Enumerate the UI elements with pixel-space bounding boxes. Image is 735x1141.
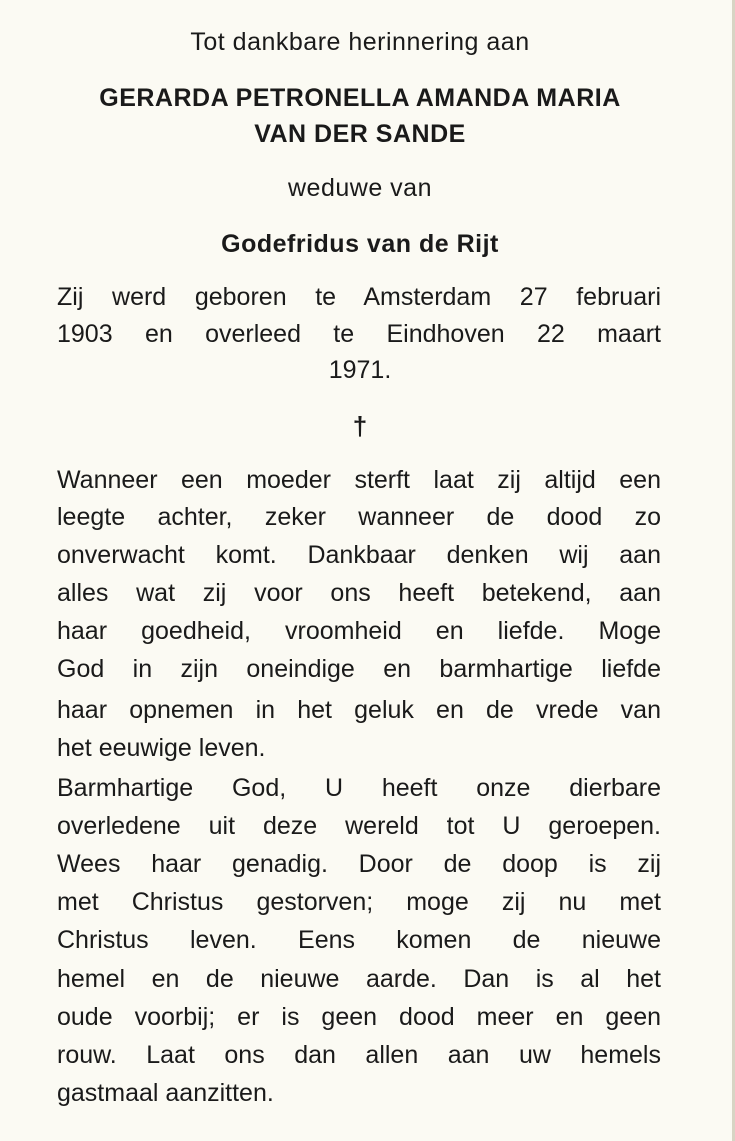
paragraph2-line: Wees haar genadig. Door de doop is zij (57, 850, 661, 878)
paragraph1-line: onverwacht komt. Dankbaar denken wij aan (57, 541, 661, 569)
paragraph2-line: Barmhartige God, U heeft onze dierbare (57, 774, 661, 802)
paragraph1-line: Wanneer een moeder sterft laat zij altijd een (57, 466, 661, 494)
paragraph1-line: haar goedheid, vroomheid en liefde. Moge (57, 617, 661, 645)
widow-of-text: weduwe van (288, 174, 432, 202)
paragraph1-line: haar opnemen in het geluk en de vrede van (57, 696, 661, 724)
paragraph2-line: met Christus gestorven; moge zij nu met (57, 888, 661, 916)
paragraph2-line: Christus leven. Eens komen de nieuwe (57, 926, 661, 954)
paragraph2-line: overledene uit deze wereld tot U geroepen. (57, 812, 661, 840)
birth-death-line1: Zij werd geboren te Amsterdam 27 februari (57, 283, 661, 311)
cross-icon: † (352, 411, 368, 441)
intro-text: Tot dankbare herinnering aan (190, 28, 530, 56)
paragraph1-line: leegte achter, zeker wanneer de dood zo (57, 503, 661, 531)
paragraph2-line: hemel en de nieuwe aarde. Dan is al het (57, 965, 661, 993)
husband-name: Godefridus van de Rijt (221, 230, 499, 258)
paragraph2-line: rouw. Laat ons dan allen aan uw hemels (57, 1041, 661, 1069)
deceased-name-line2: VAN DER SANDE (254, 120, 466, 148)
paragraph2-line: oude voorbij; er is geen dood meer en geen (57, 1003, 661, 1031)
paragraph1-line: God in zijn oneindige en barmhartige liefde (57, 655, 661, 683)
paragraph1-line: het eeuwige leven. (57, 734, 266, 762)
birth-death-line3: 1971. (328, 356, 392, 384)
deceased-name-line1: GERARDA PETRONELLA AMANDA MARIA (99, 84, 621, 112)
paragraph2-line: gastmaal aanzitten. (57, 1079, 274, 1107)
birth-death-line2: 1903 en overleed te Eindhoven 22 maart (57, 320, 661, 348)
paragraph1-line: alles wat zij voor ons heeft betekend, aan (57, 579, 661, 607)
